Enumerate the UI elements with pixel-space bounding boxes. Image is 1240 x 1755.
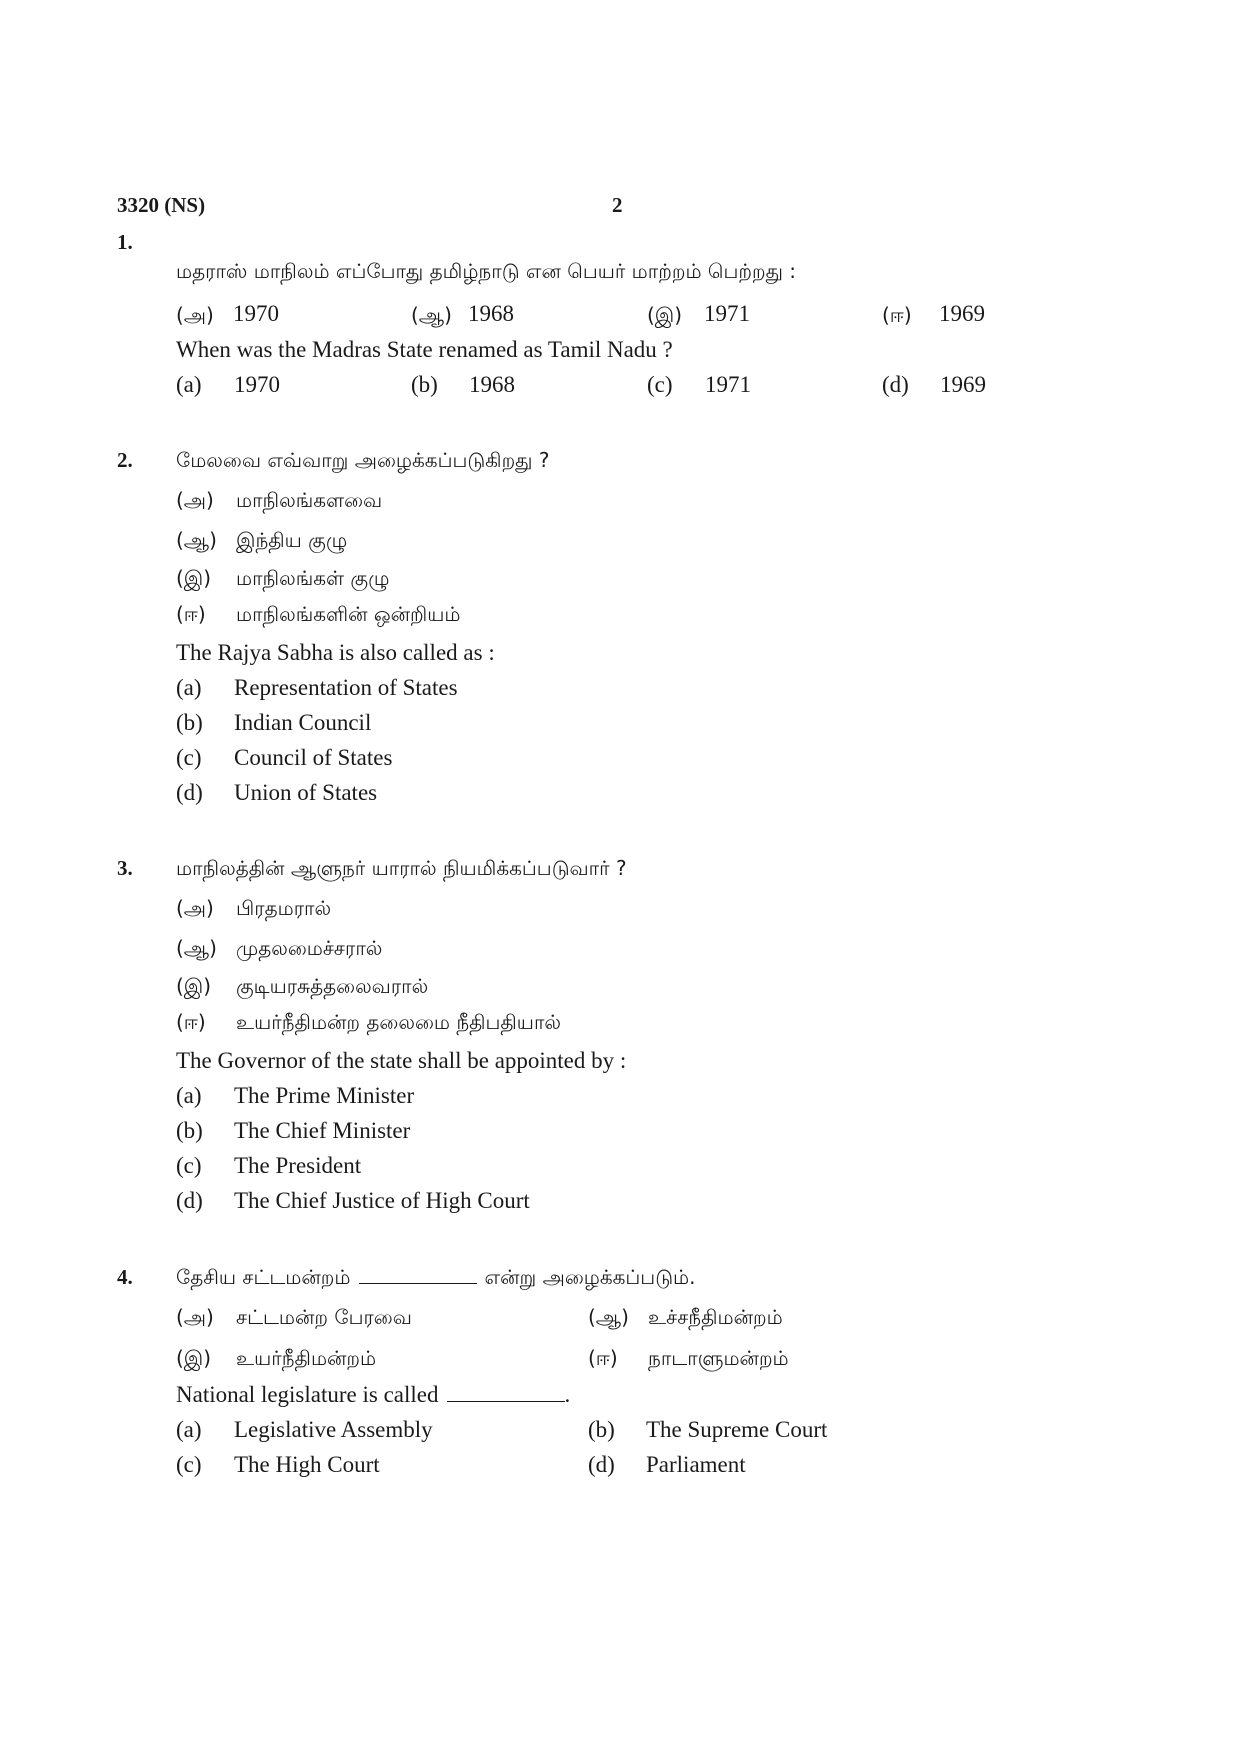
- option-label: (ஈ): [588, 1346, 618, 1370]
- option-text: Indian Council: [234, 710, 372, 735]
- question-number: 2.: [117, 448, 133, 472]
- option-label: (அ): [176, 1305, 214, 1329]
- option-text: 1969: [940, 372, 986, 397]
- option-label: (அ): [176, 488, 214, 512]
- option-text: முதலமைச்சரால்: [236, 936, 383, 960]
- option-label: (d): [882, 372, 909, 397]
- option-label: (ஆ): [176, 528, 217, 552]
- option-text: மாநிலங்களவை: [236, 488, 383, 512]
- option-label: (d): [588, 1452, 615, 1477]
- option-label: (d): [176, 780, 203, 805]
- option-text: Parliament: [646, 1452, 746, 1477]
- option-label: (அ): [176, 896, 214, 920]
- tamil-question: மாநிலத்தின் ஆளுநர் யாரால் நியமிக்கப்படுவார் ?: [176, 856, 627, 880]
- tamil-question-text: என்று அழைக்கப்படும்.: [484, 1265, 696, 1289]
- option-label: (ஈ): [176, 602, 206, 626]
- tamil-question-text: தேசிய சட்டமன்றம்: [176, 1265, 351, 1289]
- option-text: 1971: [705, 372, 751, 397]
- option-text: The High Court: [234, 1452, 380, 1477]
- option-label: (a): [176, 372, 202, 397]
- option-label: (ஈ): [882, 303, 912, 327]
- option-label: (b): [588, 1417, 615, 1442]
- option-text: The Supreme Court: [646, 1417, 828, 1442]
- option-text: Representation of States: [234, 675, 458, 700]
- option-label: (c): [176, 1452, 202, 1477]
- option-text: உயர்நீதிமன்ற தலைமை நீதிபதியால்: [236, 1010, 561, 1034]
- option-label: (இ): [176, 1346, 212, 1370]
- option-label: (அ): [176, 303, 214, 327]
- paper-code: 3320 (NS): [117, 193, 206, 217]
- english-question: The Governor of the state shall be appointed by :: [176, 1048, 627, 1073]
- option-label: (c): [647, 372, 673, 397]
- option-text: இந்திய குழு: [236, 528, 348, 552]
- option-label: (இ): [176, 566, 212, 590]
- option-text: 1971: [704, 301, 750, 326]
- option-label: (c): [176, 1153, 202, 1178]
- question-number: 1.: [117, 230, 133, 254]
- option-label: (c): [176, 745, 202, 770]
- option-label: (ஆ): [588, 1305, 629, 1329]
- option-label: (ஆ): [176, 936, 217, 960]
- option-text: The President: [234, 1153, 362, 1178]
- option-text: 1968: [469, 372, 515, 397]
- option-text: The Prime Minister: [234, 1083, 415, 1108]
- option-label: (a): [176, 675, 202, 700]
- option-text: மாநிலங்களின் ஒன்றியம்: [236, 602, 461, 626]
- option-label: (ஈ): [176, 1010, 206, 1034]
- option-label: (இ): [176, 974, 212, 998]
- option-text: சட்டமன்ற பேரவை: [236, 1305, 412, 1329]
- option-label: (b): [176, 1118, 203, 1143]
- english-question: [176, 1382, 570, 1408]
- option-label: (ஆ): [411, 303, 452, 327]
- option-label: (a): [176, 1417, 202, 1442]
- english-question-text: National legislature is called: [176, 1382, 439, 1407]
- option-text: மாநிலங்கள் குழு: [236, 566, 390, 590]
- tamil-question: [176, 1265, 696, 1292]
- option-text: 1970: [233, 301, 279, 326]
- option-text: The Chief Justice of High Court: [234, 1188, 530, 1213]
- question-number: 3.: [117, 856, 133, 880]
- english-question: The Rajya Sabha is also called as :: [176, 640, 495, 665]
- option-label: (இ): [647, 303, 683, 327]
- option-text: நாடாளுமன்றம்: [648, 1346, 789, 1370]
- option-label: (b): [411, 372, 438, 397]
- option-label: (a): [176, 1083, 202, 1108]
- option-text: 1970: [234, 372, 280, 397]
- option-label: (b): [176, 710, 203, 735]
- answer-blank: [359, 1265, 477, 1284]
- option-text: The Chief Minister: [234, 1118, 411, 1143]
- english-question: When was the Madras State renamed as Tamil Nadu ?: [176, 337, 673, 362]
- option-text: 1969: [939, 301, 985, 326]
- option-text: குடியரசுத்தலைவரால்: [236, 974, 429, 998]
- option-text: Council of States: [234, 745, 393, 770]
- option-text: உயர்நீதிமன்றம்: [236, 1346, 377, 1370]
- question-number: 4.: [117, 1265, 133, 1289]
- tamil-question: மதராஸ் மாநிலம் எப்போது தமிழ்நாடு என பெயர் மாற்றம் பெற்றது :: [176, 259, 797, 283]
- option-text: பிரதமரால்: [236, 896, 332, 920]
- option-text: உச்சநீதிமன்றம்: [648, 1305, 783, 1329]
- tamil-question: மேலவை எவ்வாறு அழைக்கப்படுகிறது ?: [176, 448, 550, 472]
- option-label: (d): [176, 1188, 203, 1213]
- answer-blank: [447, 1383, 565, 1402]
- english-question-text: .: [564, 1382, 571, 1407]
- page-number: 2: [612, 193, 623, 217]
- option-text: 1968: [468, 301, 514, 326]
- option-text: Union of States: [234, 780, 378, 805]
- option-text: Legislative Assembly: [234, 1417, 433, 1442]
